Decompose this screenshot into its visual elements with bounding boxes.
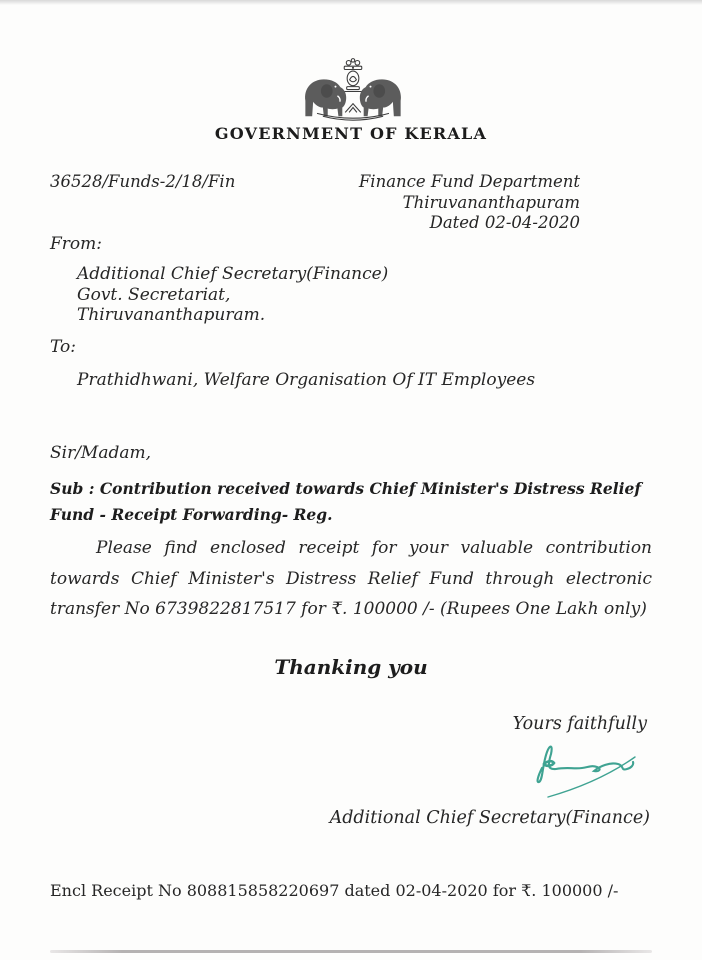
sender-address-block (77, 264, 388, 326)
government-title: GOVERNMENT OF KERALA (214, 124, 488, 143)
signoff: Yours faithfully (512, 714, 647, 734)
recipient-line: Prathidhwani, Welfare Organisation Of IT Employees (77, 370, 536, 390)
sender-line: Additional Chief Secretary(Finance) (77, 264, 389, 284)
kerala-state-emblem-icon (298, 56, 408, 130)
page-top-edge-shadow (0, 0, 702, 5)
closing-thanks: Thanking you (274, 655, 428, 679)
to-label: To: (50, 337, 76, 357)
page-bottom-edge (50, 950, 652, 953)
sender-line: Govt. Secretariat, (77, 284, 231, 305)
sender-line: Thiruvananthapuram. (77, 305, 266, 325)
department-place: Thiruvananthapuram (402, 192, 580, 212)
salutation: Sir/Madam, (50, 443, 152, 463)
file-number: 36528/Funds-2/18/Fin (50, 172, 236, 191)
subject-line: Sub : Contribution received towards Chief Minister's Distress Relief Fund - Receipt Forwarding- Reg. (50, 479, 642, 524)
from-label: From: (50, 234, 103, 254)
letter-date: Dated 02-04-2020 (429, 213, 580, 232)
enclosure-note: Encl Receipt No 808815858220697 dated 02-04-2020 for ₹. 100000 /- (50, 881, 619, 900)
body-paragraph: Please find enclosed receipt for your valuable contribution towards Chief Minister's Distress Relief Fund through electronic transfer No 6739822817517 for ₹. 100000 /- (Rupees One Lakh only) (50, 538, 652, 619)
signatory-designation: Additional Chief Secretary(Finance) (329, 808, 650, 828)
signature-ink-icon (526, 736, 646, 806)
department-address-block (359, 172, 580, 234)
department-name: Finance Fund Department (358, 172, 580, 191)
